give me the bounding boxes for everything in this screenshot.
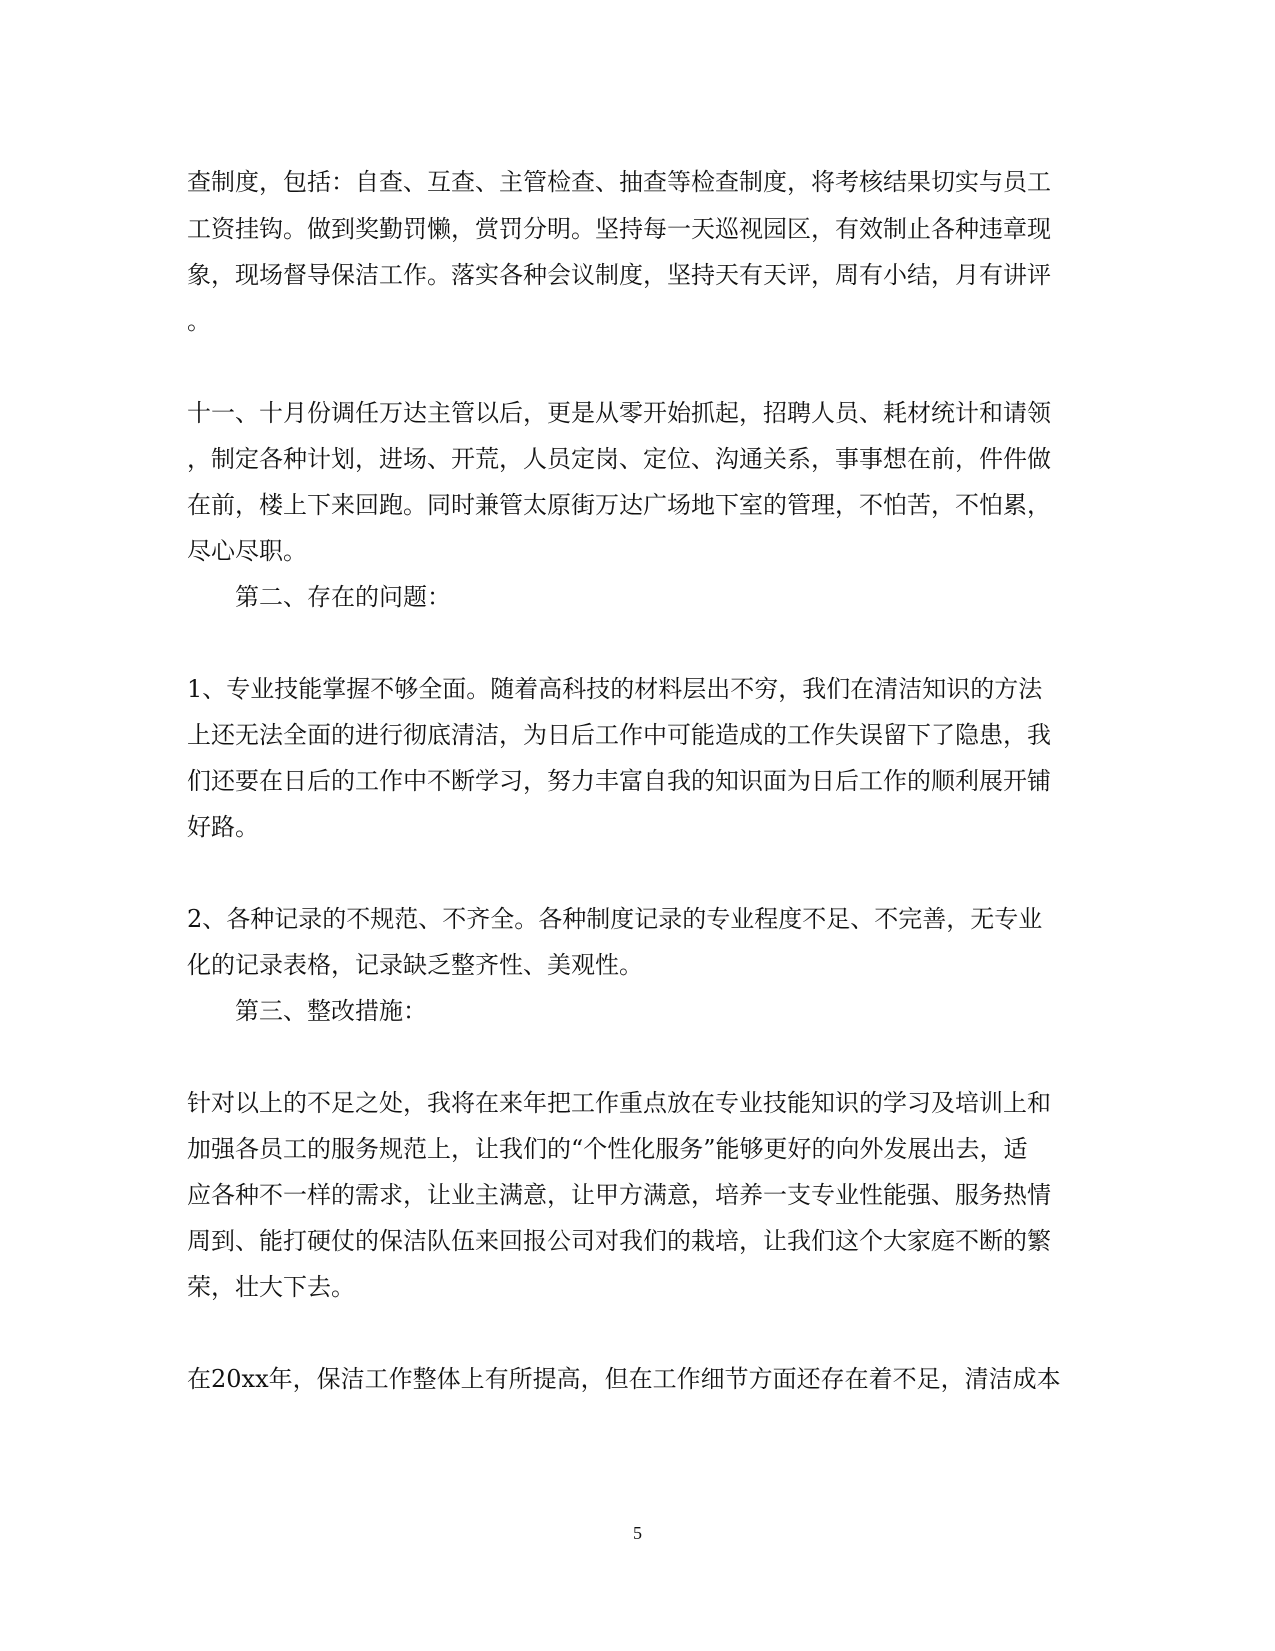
paragraph-line: 查制度，包括：自查、互查、主管检查、抽查等检查制度，将考核结果切实与员工 xyxy=(187,168,1051,196)
paragraph-line: 在20xx年，保洁工作整体上有所提高，但在工作细节方面还存在着不足，清洁成本 xyxy=(187,1365,1061,1393)
paragraph-line: 工资挂钩。做到奖勤罚懒，赏罚分明。坚持每一天巡视园区，有效制止各种违章现 xyxy=(187,215,1051,243)
section-heading: 第二、存在的问题： xyxy=(235,583,451,611)
paragraph-line: 们还要在日后的工作中不断学习，努力丰富自我的知识面为日后工作的顺利展开铺 xyxy=(187,767,1051,795)
paragraph-line: 周到、能打硬仗的保洁队伍来回报公司对我们的栽培，让我们这个大家庭不断的繁 xyxy=(187,1227,1051,1255)
paragraph-line: 上还无法全面的进行彻底清洁，为日后工作中可能造成的工作失误留下了隐患，我 xyxy=(187,721,1051,749)
paragraph-line: 十一、十月份调任万达主管以后，更是从零开始抓起，招聘人员、耗材统计和请领 xyxy=(187,399,1051,427)
paragraph-line: 应各种不一样的需求，让业主满意，让甲方满意，培养一支专业性能强、服务热情 xyxy=(187,1181,1051,1209)
paragraph-line: 加强各员工的服务规范上，让我们的“个性化服务”能够更好的向外发展出去，适 xyxy=(187,1135,1028,1163)
section-heading: 第三、整改措施： xyxy=(235,997,427,1025)
paragraph-line: ，制定各种计划，进场、开荒，人员定岗、定位、沟通关系，事事想在前，件件做 xyxy=(187,445,1051,473)
paragraph-line: 。 xyxy=(187,307,211,335)
paragraph-line: 在前，楼上下来回跑。同时兼管太原街万达广场地下室的管理，不怕苦，不怕累， xyxy=(187,491,1051,519)
paragraph-line: 化的记录表格，记录缺乏整齐性、美观性。 xyxy=(187,951,643,979)
paragraph-line: 好路。 xyxy=(187,813,259,841)
page-number: 5 xyxy=(633,1523,642,1543)
paragraph-line: 尽心尽职。 xyxy=(187,537,307,565)
paragraph-line: 2、各种记录的不规范、不齐全。各种制度记录的专业程度不足、不完善，无专业 xyxy=(187,905,1043,933)
paragraph-line: 荣，壮大下去。 xyxy=(187,1273,355,1301)
paragraph-line: 1、专业技能掌握不够全面。随着高科技的材料层出不穷，我们在清洁知识的方法 xyxy=(187,675,1043,703)
paragraph-line: 象，现场督导保洁工作。落实各种会议制度，坚持天有天评，周有小结，月有讲评 xyxy=(187,261,1051,289)
paragraph-line: 针对以上的不足之处，我将在来年把工作重点放在专业技能知识的学习及培训上和 xyxy=(187,1089,1051,1117)
